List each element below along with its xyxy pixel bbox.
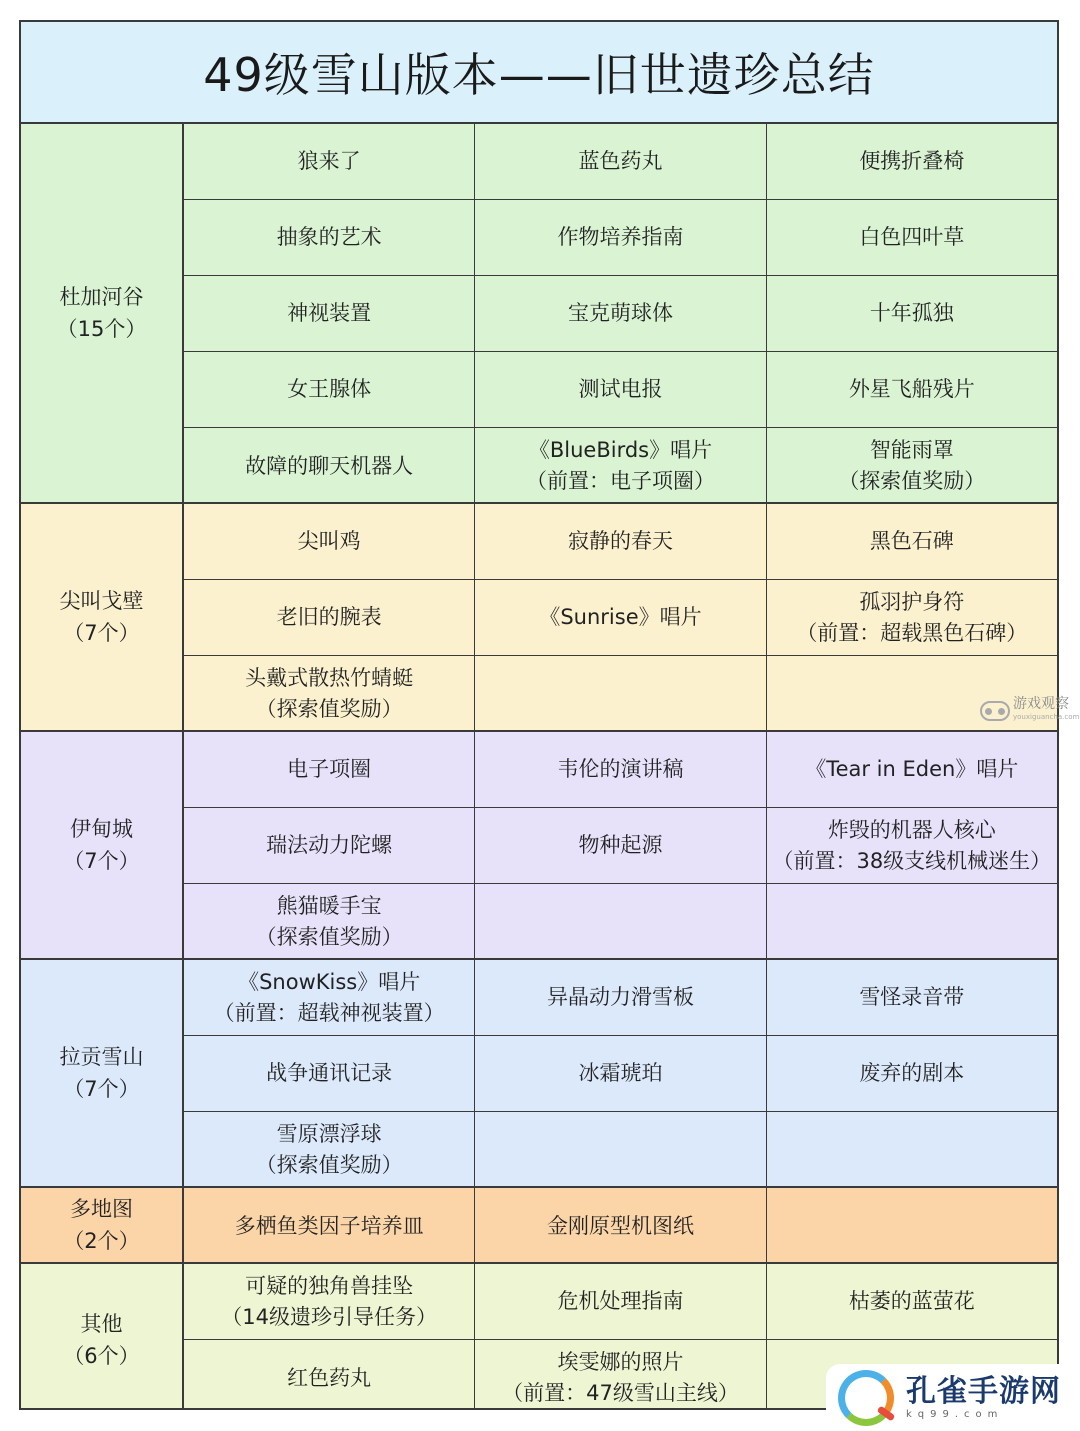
item-name: 蓝色药丸 — [578, 149, 663, 173]
item-cell — [184, 1340, 475, 1410]
item-note: （前置：47级雪山主线） — [502, 1381, 739, 1405]
item-cell — [184, 884, 475, 960]
item-cell — [184, 1188, 475, 1264]
region-label — [21, 1188, 184, 1262]
item-name: 熊猫暖手宝 — [276, 894, 382, 918]
item-cell — [184, 200, 475, 275]
table-row — [184, 504, 1057, 580]
item-name: 十年孤独 — [869, 301, 954, 325]
item-cell — [184, 580, 475, 655]
region-label — [21, 124, 184, 502]
item-cell — [475, 580, 766, 655]
region-name: 尖叫戈壁 — [59, 589, 144, 613]
table-row — [184, 960, 1057, 1036]
table-row — [184, 1112, 1057, 1188]
item-cell — [184, 276, 475, 351]
item-name: 瑞法动力陀螺 — [266, 833, 393, 857]
summary-table — [19, 20, 1059, 1410]
table-row — [184, 200, 1057, 276]
watermark-small-text: 游戏观察 — [1013, 696, 1069, 712]
item-cell — [184, 504, 475, 579]
watermark-logo-text: 孔雀手游网 — [906, 1373, 1061, 1409]
region-count: （7个） — [63, 621, 140, 645]
item-name: 埃雯娜的照片 — [557, 1350, 684, 1374]
item-cell — [767, 960, 1057, 1035]
table-row — [184, 124, 1057, 200]
region-name: 杜加河谷 — [59, 285, 144, 309]
item-name: 女王腺体 — [287, 377, 372, 401]
item-name: 尖叫鸡 — [297, 529, 361, 553]
item-name: 可疑的独角兽挂坠 — [245, 1273, 414, 1298]
table-row — [184, 580, 1057, 656]
item-name: 狼来了 — [297, 149, 361, 173]
item-name: 便携折叠椅 — [859, 149, 965, 173]
item-name: 宝克萌球体 — [567, 301, 673, 325]
region-name: 多地图 — [70, 1197, 133, 1221]
table-row — [184, 1036, 1057, 1112]
item-name: 《SnowKiss》唱片 — [238, 969, 421, 994]
table-row — [184, 1264, 1057, 1340]
table-row — [184, 1188, 1057, 1264]
item-cell — [475, 428, 766, 504]
table-row — [184, 808, 1057, 884]
watermark-logo — [826, 1364, 1080, 1431]
item-cell — [184, 960, 475, 1035]
item-cell — [767, 124, 1057, 199]
item-cell — [475, 200, 766, 275]
item-cell — [767, 1036, 1057, 1111]
item-name: 电子项圈 — [287, 757, 372, 781]
item-cell — [767, 428, 1057, 504]
item-name: 故障的聊天机器人 — [245, 453, 414, 478]
item-cell — [475, 732, 766, 807]
item-cell — [767, 1264, 1057, 1339]
item-cell — [475, 884, 766, 960]
item-cell — [184, 428, 475, 504]
item-cell — [475, 960, 766, 1035]
item-note: （探索值奖励） — [255, 697, 403, 721]
item-note: （前置：超载黑色石碑） — [796, 620, 1028, 645]
item-name: 危机处理指南 — [557, 1289, 684, 1313]
item-name: 老旧的腕表 — [276, 605, 382, 629]
item-cell — [767, 504, 1057, 579]
item-name: 废弃的剧本 — [859, 1061, 965, 1085]
item-name: 作物培养指南 — [557, 225, 684, 249]
item-cell — [767, 808, 1057, 883]
item-cell — [767, 1188, 1057, 1264]
item-name: 外星飞船残片 — [848, 377, 975, 401]
region-section — [21, 1188, 1057, 1264]
item-name: 金刚原型机图纸 — [546, 1213, 694, 1238]
item-cell — [475, 1264, 766, 1339]
item-cell — [475, 1188, 766, 1264]
item-cell — [767, 1112, 1057, 1188]
item-cell — [184, 352, 475, 427]
item-cell — [184, 656, 475, 732]
item-note: （14级遗珍引导任务） — [221, 1304, 438, 1329]
table-row — [184, 884, 1057, 960]
item-cell — [767, 732, 1057, 807]
item-cell — [767, 200, 1057, 275]
region-count: （6个） — [63, 1344, 140, 1368]
item-cell — [475, 124, 766, 199]
item-name: 白色四叶草 — [859, 225, 965, 249]
item-cell — [767, 580, 1057, 655]
region-section — [21, 124, 1057, 504]
item-cell — [184, 808, 475, 883]
peacock-logo-icon — [838, 1370, 894, 1426]
region-count: （7个） — [63, 849, 140, 873]
item-name: 《BlueBirds》唱片 — [528, 438, 713, 462]
region-section — [21, 960, 1057, 1188]
item-note: （探索值奖励） — [255, 1153, 403, 1177]
item-cell — [767, 276, 1057, 351]
item-cell — [475, 352, 766, 427]
item-name: 红色药丸 — [287, 1365, 372, 1390]
region-count: （15个） — [56, 317, 147, 341]
item-cell — [475, 504, 766, 579]
item-name: 异晶动力滑雪板 — [546, 985, 694, 1009]
table-row — [184, 352, 1057, 428]
page-title: 49级雪山版本——旧世遗珍总结 — [21, 22, 1057, 124]
item-note: （探索值奖励） — [255, 925, 403, 949]
region-count: （7个） — [63, 1077, 140, 1101]
table-row — [184, 276, 1057, 352]
item-note: （探索值奖励） — [838, 469, 986, 493]
item-name: 雪原漂浮球 — [276, 1122, 382, 1146]
table-row — [184, 656, 1057, 732]
item-name: 测试电报 — [578, 377, 663, 401]
region-section — [21, 504, 1057, 732]
item-name: 冰霜琥珀 — [578, 1061, 663, 1085]
watermark-small — [980, 698, 1079, 724]
watermark-small-url: youxiguancha.com — [1013, 713, 1080, 721]
region-label — [21, 960, 184, 1186]
item-cell — [184, 1036, 475, 1111]
item-cell — [475, 1112, 766, 1188]
item-cell — [475, 1340, 766, 1410]
item-name: 战争通讯记录 — [266, 1061, 393, 1085]
eyes-icon — [980, 701, 1010, 721]
region-name: 拉贡雪山 — [59, 1045, 144, 1069]
region-label — [21, 504, 184, 730]
item-name: 韦伦的演讲稿 — [557, 757, 684, 781]
region-section — [21, 732, 1057, 960]
item-name: 《Tear in Eden》唱片 — [805, 757, 1019, 781]
item-name: 寂静的春天 — [567, 529, 673, 553]
region-count: （2个） — [63, 1229, 140, 1253]
item-cell — [475, 656, 766, 732]
item-cell — [184, 732, 475, 807]
item-cell — [184, 1264, 475, 1339]
item-name: 孤羽护身符 — [859, 589, 965, 614]
region-label — [21, 732, 184, 958]
item-name: 黑色石碑 — [869, 529, 954, 553]
item-cell — [475, 808, 766, 883]
item-cell — [767, 352, 1057, 427]
item-name: 多栖鱼类因子培养皿 — [234, 1213, 424, 1238]
item-name: 《Sunrise》唱片 — [539, 605, 702, 629]
item-note: （前置：电子项圈） — [525, 469, 715, 493]
item-note: （前置：超载神视装置） — [213, 1000, 445, 1025]
region-label — [21, 1264, 184, 1410]
region-name: 其他 — [80, 1312, 123, 1336]
item-cell — [184, 124, 475, 199]
watermark-logo-url: kq99.com — [906, 1408, 1004, 1420]
item-name: 智能雨罩 — [869, 438, 954, 462]
table-row — [184, 428, 1057, 504]
item-name: 炸毁的机器人核心 — [827, 817, 996, 842]
item-cell — [184, 1112, 475, 1188]
item-cell — [475, 1036, 766, 1111]
item-name: 枯萎的蓝萤花 — [848, 1289, 975, 1313]
region-name: 伊甸城 — [70, 817, 133, 841]
item-name: 雪怪录音带 — [859, 985, 965, 1009]
item-note: （前置：38级支线机械迷生） — [772, 848, 1052, 873]
item-name: 神视装置 — [287, 301, 372, 325]
item-name: 头戴式散热竹蜻蜓 — [245, 666, 414, 690]
item-cell — [475, 276, 766, 351]
item-name: 物种起源 — [578, 833, 663, 857]
table-row — [184, 732, 1057, 808]
item-cell — [767, 884, 1057, 960]
item-name: 抽象的艺术 — [276, 225, 382, 249]
